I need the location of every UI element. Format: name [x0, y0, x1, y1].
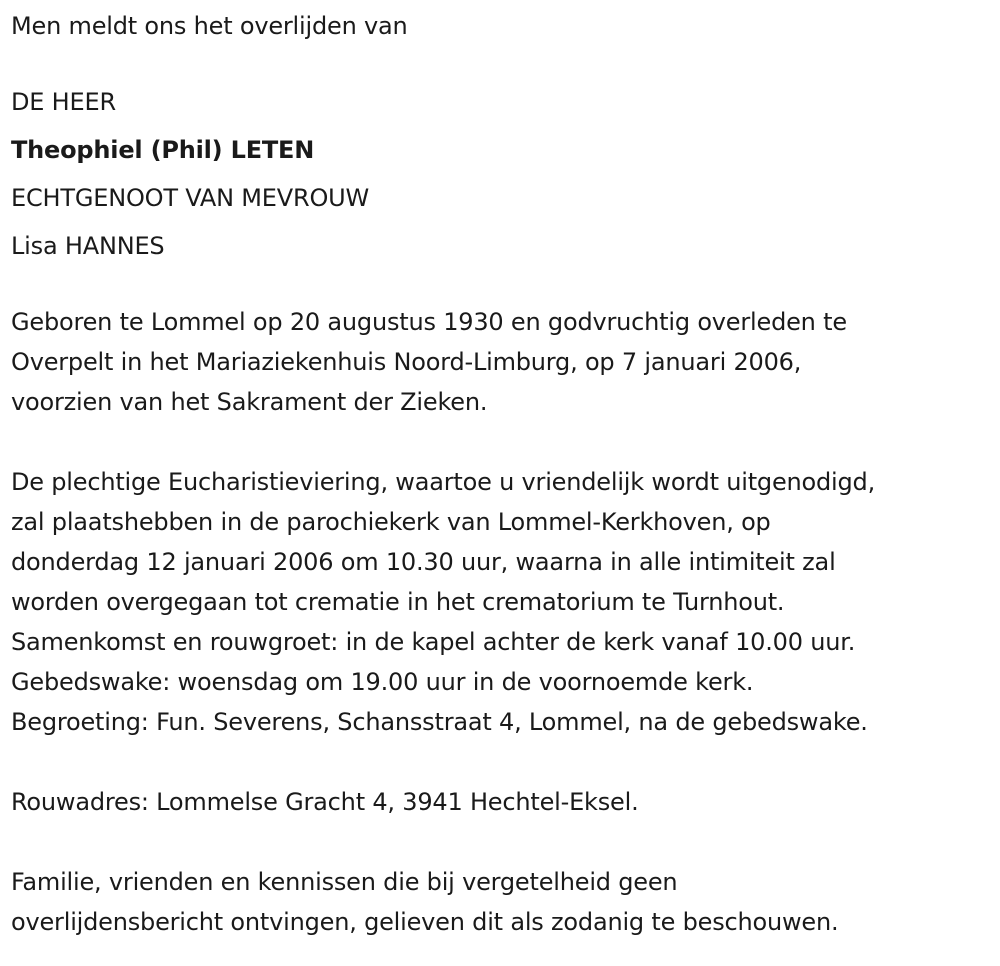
spacer [11, 46, 994, 78]
deceased-name: Theophiel (Phil) LETEN [11, 136, 315, 164]
intro-text: Men meldt ons het overlijden van [11, 12, 408, 40]
birth-death-paragraph: Geboren te Lommel op 20 augustus 1930 en godvruchtig overleden te Overpelt in het Mariaziekenhuis Noord-Limburg, op 7 januari 2006, voorzien van het Sakrament der Zieken. [11, 308, 847, 416]
title-prefix: DE HEER [11, 88, 116, 116]
spacer [11, 822, 994, 862]
spouse-name: Lisa HANNES [11, 232, 165, 260]
closing-paragraph: Familie, vrienden en kennissen die bij vergetelheid geen overlijdensbericht ontvingen, gelieven dit als zodanig te beschouwen. [11, 868, 839, 936]
spacer [11, 742, 994, 782]
address-paragraph: Rouwadres: Lommelse Gracht 4, 3941 Hechtel-Eksel. [11, 788, 639, 816]
spouse-prefix: ECHTGENOOT VAN MEVROUW [11, 184, 370, 212]
spacer [11, 270, 994, 302]
ceremony-paragraph: De plechtige Eucharistieviering, waartoe u vriendelijk wordt uitgenodigd, zal plaatshebben in de parochiekerk van Lommel-Kerkhoven, op donderdag 12 januari 2006 om 10.30 uur, waarna in alle intimiteit zal worden overgegaan tot crematie in het crematorium te Turnhout. Samenkomst en rouwgroet: in de kapel achter de kerk vanaf 10.00 uur. Gebedswake: woensdag om 19.00 uur in de voornoemde kerk. Begroeting: Fun. Severens, Schansstraat 4, Lommel, na de gebedswake. [11, 468, 876, 736]
spacer [11, 422, 994, 462]
obituary-notice [11, 6, 994, 942]
